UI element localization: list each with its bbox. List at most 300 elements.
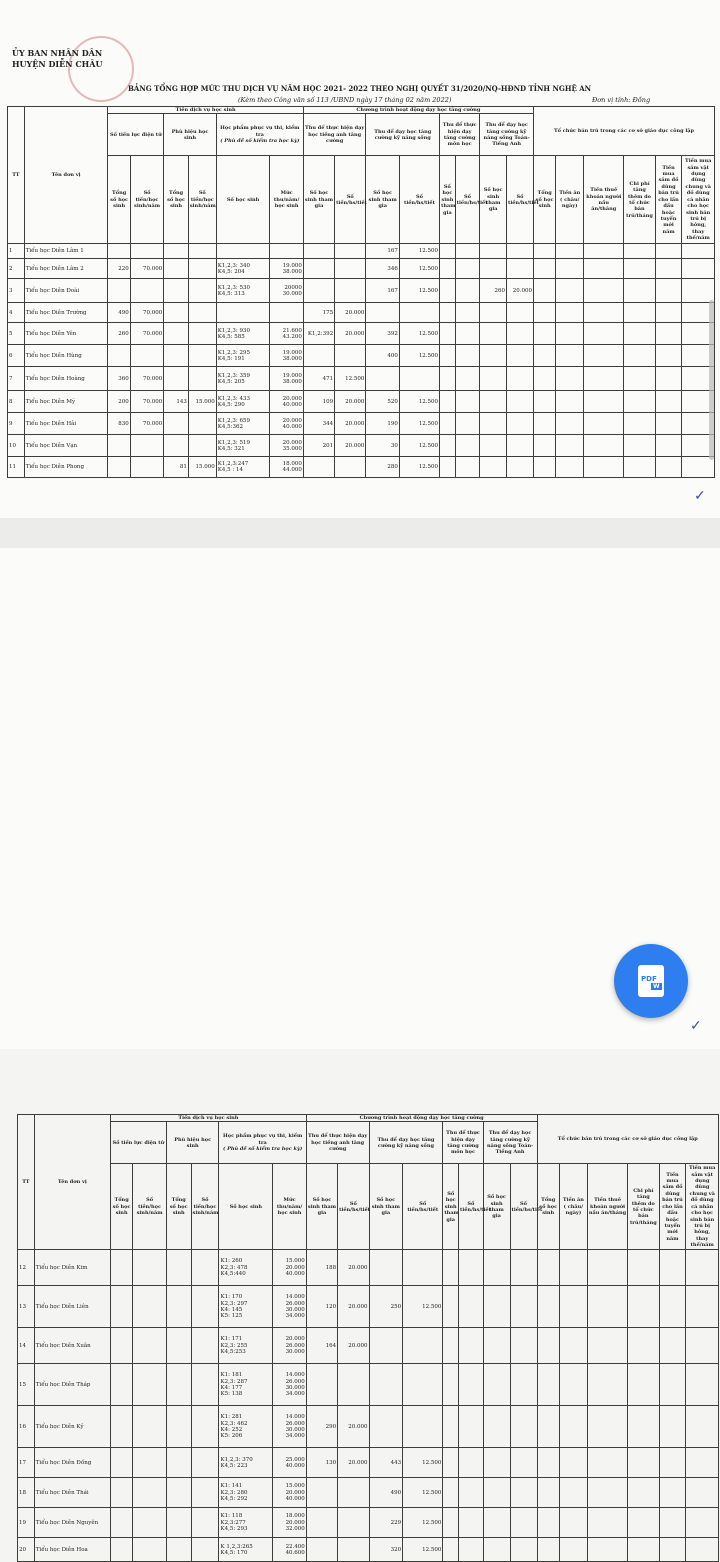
english-count xyxy=(306,1508,337,1538)
exam-levels-line: 26.000 xyxy=(285,1378,305,1385)
document-page-1 xyxy=(0,0,720,518)
empty-cell xyxy=(559,1406,587,1448)
empty-cell xyxy=(655,413,682,435)
school-name: Tiểu học Diễn Đoài xyxy=(24,279,108,303)
exam-students-line: K4,5: 170 xyxy=(220,1549,248,1556)
badge-total xyxy=(164,367,189,391)
sub-meal: Tiền ăn ( châu/ ngày) xyxy=(556,156,584,244)
exam-students-line: K4,5 : 14 xyxy=(217,467,243,474)
empty-cell xyxy=(556,457,584,478)
electronic-record-rate: 70.000 xyxy=(130,367,163,391)
empty-cell xyxy=(587,1328,627,1364)
empty-cell xyxy=(166,1328,191,1364)
exam-students-line: K 1,2,3:265 xyxy=(220,1543,253,1550)
empty-cell xyxy=(659,1250,686,1286)
school-name: Tiểu học Diễn Kim xyxy=(34,1250,110,1286)
empty-cell xyxy=(133,1406,167,1448)
exam-students-line: K2,3: 297 xyxy=(220,1300,248,1307)
empty-cell xyxy=(537,1538,559,1562)
electronic-record-total xyxy=(108,279,130,303)
empty-cell xyxy=(628,1508,659,1538)
empty-cell xyxy=(166,1286,191,1328)
empty-cell xyxy=(191,1508,219,1538)
empty-cell xyxy=(533,367,555,391)
empty-cell xyxy=(440,391,456,413)
exam-levels-line: 14.000 xyxy=(285,1294,305,1301)
agency-name: ỦY BAN NHÂN DÂN xyxy=(12,48,103,58)
empty-cell xyxy=(584,323,624,345)
badge-rate: 15.000 xyxy=(188,391,216,413)
empty-cell xyxy=(587,1250,627,1286)
pen-mark-icon: ✓ xyxy=(694,488,706,504)
fee-table-page-2 xyxy=(17,1114,719,1562)
exam-levels-line: 15.000 xyxy=(285,1258,305,1265)
exam-students-line: K1,2,3: 659 xyxy=(217,417,250,424)
sub-rate: Số tiền/học sinh/năm xyxy=(188,156,216,244)
group-student-services: Tiền dịch vụ học sinh xyxy=(110,1115,306,1122)
exam-students xyxy=(216,391,270,413)
badge-total xyxy=(164,323,189,345)
sub-count: Số học sinh tham gia xyxy=(480,156,507,244)
table-row xyxy=(18,1448,719,1478)
empty-cell xyxy=(166,1406,191,1448)
exam-levels xyxy=(273,1286,307,1328)
life-skills-fee xyxy=(403,1406,443,1448)
english-count xyxy=(303,345,334,367)
group-boarding: Tổ chức bán trú trong các cơ sở giáo dục công lập xyxy=(533,107,714,156)
col-name: Tên đơn vị xyxy=(34,1115,110,1250)
empty-cell xyxy=(537,1250,559,1286)
exam-students-line: K1: 118 xyxy=(220,1513,243,1520)
scrollbar[interactable] xyxy=(709,300,714,460)
math-english-count xyxy=(480,303,507,323)
empty-cell xyxy=(533,244,555,259)
sub-equipment: Tiền mua sắm đồ dùng bán trú cho lần đầu hoặc tuyển mới năm xyxy=(659,1164,686,1250)
empty-cell xyxy=(559,1328,587,1364)
exam-levels-line: 18.000 xyxy=(285,1513,305,1520)
english-count: 471 xyxy=(303,367,334,391)
word-label: W xyxy=(653,983,660,990)
empty-cell xyxy=(655,244,682,259)
exam-students-line: K1: 170 xyxy=(220,1294,243,1301)
empty-cell xyxy=(659,1478,686,1508)
empty-cell xyxy=(686,1286,719,1328)
empty-cell xyxy=(559,1250,587,1286)
sub-count: Số học sinh tham gia xyxy=(366,156,399,244)
badge-total xyxy=(164,413,189,435)
empty-cell xyxy=(166,1364,191,1406)
english-fee: 20.000 xyxy=(335,323,366,345)
empty-cell xyxy=(443,1286,459,1328)
english-count xyxy=(306,1478,337,1508)
exam-levels-line: 26.000 xyxy=(285,1342,305,1349)
exam-students xyxy=(216,367,270,391)
empty-cell xyxy=(628,1406,659,1448)
english-count: 290 xyxy=(306,1406,337,1448)
empty-cell xyxy=(510,1538,537,1562)
empty-cell xyxy=(166,1478,191,1508)
col-tt: TT xyxy=(18,1115,35,1250)
school-name: Tiểu học Diễn Kỷ xyxy=(34,1406,110,1448)
english-fee: 20.000 xyxy=(335,391,366,413)
exam-students-line: K2,3:277 xyxy=(220,1519,246,1526)
empty-cell xyxy=(584,435,624,457)
empty-cell xyxy=(443,1508,459,1538)
english-count xyxy=(303,457,334,478)
exam-levels-line: 18.000 xyxy=(282,461,302,467)
empty-cell xyxy=(584,413,624,435)
exam-levels xyxy=(273,1538,307,1562)
empty-cell xyxy=(459,1448,484,1478)
pdf-to-word-button[interactable] xyxy=(614,944,688,1018)
exam-students xyxy=(216,279,270,303)
empty-cell xyxy=(584,259,624,279)
empty-cell xyxy=(537,1328,559,1364)
table-row xyxy=(8,259,715,279)
sub-replacement: Tiền mua sắm vật dụng dùng chung và đồ dùng cá nhân cho học sinh bán trú bị hỏng, thay thế/năm xyxy=(686,1164,719,1250)
empty-cell xyxy=(110,1448,132,1478)
exam-levels-line: 40.000 xyxy=(285,1271,305,1278)
electronic-record-total: 830 xyxy=(108,413,130,435)
empty-cell xyxy=(191,1364,219,1406)
empty-cell xyxy=(655,435,682,457)
empty-cell xyxy=(191,1286,219,1328)
english-fee xyxy=(335,244,366,259)
row-number: 15 xyxy=(18,1364,35,1406)
empty-cell xyxy=(587,1406,627,1448)
badge-rate xyxy=(188,279,216,303)
life-skills-count: 320 xyxy=(369,1538,403,1562)
empty-cell xyxy=(133,1538,167,1562)
exam-students-line: K5: 206 xyxy=(220,1433,243,1440)
exam-students-line: K4,5: 191 xyxy=(217,355,245,362)
col-life-skills: Thu để dạy học tăng cường kỹ năng sống xyxy=(369,1122,443,1164)
page-separator xyxy=(0,518,720,548)
col-tt: TT xyxy=(8,107,25,244)
life-skills-count: 250 xyxy=(369,1286,403,1328)
electronic-record-rate xyxy=(130,435,163,457)
exam-levels-line: 34.000 xyxy=(285,1433,305,1440)
empty-cell xyxy=(682,244,715,259)
english-fee: 20.000 xyxy=(335,435,366,457)
life-skills-fee xyxy=(399,303,439,323)
empty-cell xyxy=(533,303,555,323)
sub-total-students: Tổng số học sinh xyxy=(108,156,130,244)
sub-rate: Số tiền/học sinh/năm xyxy=(191,1164,219,1250)
math-english-count xyxy=(480,244,507,259)
exam-levels xyxy=(273,1448,307,1478)
english-count xyxy=(303,259,334,279)
school-name: Tiểu học Diễn Phong xyxy=(24,457,108,478)
exam-students xyxy=(216,457,270,478)
exam-levels-line: 38.000 xyxy=(282,268,302,275)
col-english: Thu để thực hiện dạy học tiếng anh tăng cường xyxy=(303,114,366,156)
empty-cell xyxy=(587,1478,627,1508)
table-row xyxy=(18,1406,719,1448)
english-fee: 12.500 xyxy=(335,367,366,391)
math-english-count xyxy=(480,457,507,478)
exam-levels-line: 30.000 xyxy=(282,290,302,297)
math-english-fee xyxy=(507,244,534,259)
exam-students-line: K4,5: 204 xyxy=(217,268,245,275)
col-student-badge: Phù hiệu học sinh xyxy=(166,1122,219,1164)
row-number: 14 xyxy=(18,1328,35,1364)
exam-students-line: K4,5: 290 xyxy=(217,401,245,408)
row-number: 6 xyxy=(8,345,25,367)
empty-cell xyxy=(455,345,480,367)
exam-students-line: K1: 260 xyxy=(220,1258,243,1265)
exam-students xyxy=(219,1538,273,1562)
exam-students-line: K2,3: 478 xyxy=(220,1264,248,1271)
sub-boarding-total: Tổng số học sinh xyxy=(533,156,555,244)
empty-cell xyxy=(110,1364,132,1406)
electronic-record-rate: 70.000 xyxy=(130,323,163,345)
empty-cell xyxy=(584,391,624,413)
empty-cell xyxy=(440,279,456,303)
school-name: Tiểu học Diễn Xuân xyxy=(34,1328,110,1364)
exam-students-line: K2,3: 462 xyxy=(220,1420,248,1427)
empty-cell xyxy=(659,1508,686,1538)
col-exam-materials xyxy=(216,114,303,156)
col-student-badge: Phù hiệu học sinh xyxy=(164,114,216,156)
sub-total-students: Tổng số học sinh xyxy=(110,1164,132,1250)
math-english-fee xyxy=(507,303,534,323)
empty-cell xyxy=(628,1250,659,1286)
empty-cell xyxy=(682,457,715,478)
exam-students xyxy=(219,1250,273,1286)
exam-levels-line: 19.000 xyxy=(282,262,302,269)
empty-cell xyxy=(440,457,456,478)
document-page-2 xyxy=(0,548,720,1556)
exam-students xyxy=(216,259,270,279)
badge-total xyxy=(164,279,189,303)
badge-rate xyxy=(188,259,216,279)
empty-cell xyxy=(682,259,715,279)
empty-cell xyxy=(133,1250,167,1286)
school-name: Tiểu học Diễn Trường xyxy=(24,303,108,323)
math-english-fee xyxy=(507,259,534,279)
sub-total-students: Tổng số học sinh xyxy=(166,1164,191,1250)
english-count: 201 xyxy=(303,435,334,457)
exam-levels-line: 40.000 xyxy=(282,423,302,430)
exam-students xyxy=(216,244,270,259)
empty-cell xyxy=(443,1328,459,1364)
empty-cell xyxy=(133,1364,167,1406)
empty-cell xyxy=(686,1364,719,1406)
badge-rate: 15.000 xyxy=(188,457,216,478)
life-skills-count: 30 xyxy=(366,435,399,457)
exam-levels-line: 21.600 xyxy=(282,327,302,334)
empty-cell xyxy=(559,1286,587,1328)
badge-total xyxy=(164,259,189,279)
sub-replacement: Tiền mua sắm vật dụng dùng chung và đồ dùng cá nhân cho học sinh bán trú bị hỏng, thay thế/năm xyxy=(682,156,715,244)
exam-levels-line: 20.000 xyxy=(285,1264,305,1271)
empty-cell xyxy=(533,345,555,367)
life-skills-fee: 12.500 xyxy=(399,323,439,345)
empty-cell xyxy=(584,367,624,391)
col-math-english: Thu để dạy học tăng cường kỹ năng sống Toán- Tiếng Anh xyxy=(480,114,534,156)
exam-materials-note: ( Phù đề số kiểm tra học kỳ) xyxy=(220,138,300,145)
empty-cell xyxy=(556,303,584,323)
exam-levels-line: 15.000 xyxy=(285,1483,305,1490)
exam-materials-label: Học phẩm phục vụ thi, kiểm tra xyxy=(220,125,300,138)
life-skills-count: 392 xyxy=(366,323,399,345)
empty-cell xyxy=(655,323,682,345)
exam-levels-line: 40.600 xyxy=(285,1549,305,1556)
empty-cell xyxy=(110,1478,132,1508)
col-electronic-record: Số tiền lực điện tử xyxy=(110,1122,166,1164)
life-skills-fee: 12.500 xyxy=(399,457,439,478)
empty-cell xyxy=(166,1538,191,1562)
math-english-count xyxy=(480,259,507,279)
exam-levels-line: 40.000 xyxy=(285,1496,305,1503)
table-row xyxy=(18,1538,719,1562)
exam-students xyxy=(219,1448,273,1478)
school-name: Tiểu học Diễn Hoa xyxy=(34,1538,110,1562)
electronic-record-total: 220 xyxy=(108,259,130,279)
badge-total xyxy=(164,345,189,367)
empty-cell xyxy=(510,1328,537,1364)
badge-rate xyxy=(188,244,216,259)
electronic-record-total xyxy=(108,457,130,478)
badge-rate xyxy=(188,413,216,435)
empty-cell xyxy=(483,1538,510,1562)
col-subject: Thu để thực hiện dạy tăng cường môn học xyxy=(440,114,480,156)
exam-students-line: K5: 138 xyxy=(220,1391,243,1398)
exam-levels xyxy=(270,279,304,303)
row-number: 11 xyxy=(8,457,25,478)
table-row xyxy=(8,435,715,457)
life-skills-count: 490 xyxy=(369,1478,403,1508)
school-name: Tiểu học Diễn Nguyên xyxy=(34,1508,110,1538)
life-skills-count xyxy=(369,1364,403,1406)
empty-cell xyxy=(624,345,655,367)
table-row xyxy=(8,279,715,303)
exam-students-line: K2,3: 287 xyxy=(220,1378,248,1385)
empty-cell xyxy=(628,1538,659,1562)
row-number: 18 xyxy=(18,1478,35,1508)
exam-students-line: K4: 177 xyxy=(220,1384,243,1391)
empty-cell xyxy=(587,1538,627,1562)
empty-cell xyxy=(166,1508,191,1538)
empty-cell xyxy=(655,279,682,303)
sub-students: Số học sinh xyxy=(216,156,270,244)
exam-levels-line: 20000 xyxy=(284,284,302,291)
sub-fee: Số tiền/hs/tiết xyxy=(455,156,480,244)
empty-cell xyxy=(624,391,655,413)
exam-students-line: K2,3: 255 xyxy=(220,1342,248,1349)
math-english-count xyxy=(480,345,507,367)
exam-students xyxy=(216,323,270,345)
empty-cell xyxy=(624,323,655,345)
empty-cell xyxy=(459,1538,484,1562)
exam-students-line: K2,3: 280 xyxy=(220,1489,248,1496)
electronic-record-rate: 70.000 xyxy=(130,259,163,279)
empty-cell xyxy=(556,279,584,303)
empty-cell xyxy=(459,1328,484,1364)
exam-levels xyxy=(270,435,304,457)
exam-students-line: K4,5: 321 xyxy=(217,445,245,452)
math-english-count: 260 xyxy=(480,279,507,303)
empty-cell xyxy=(587,1448,627,1478)
col-electronic-record: Số tiền lực điện tử xyxy=(108,114,164,156)
empty-cell xyxy=(459,1286,484,1328)
document-title: BẢNG TỔNG HỢP MỨC THU DỊCH VỤ NĂM HỌC 2021- 2022 THEO NGHỊ QUYẾT 31/2020/NQ-HĐND TỈNH NGHỆ AN xyxy=(128,84,592,93)
col-subject: Thu để thực hiện dạy tăng cường môn học xyxy=(443,1122,483,1164)
row-number: 8 xyxy=(8,391,25,413)
table-row xyxy=(18,1286,719,1328)
life-skills-fee: 12.500 xyxy=(399,435,439,457)
exam-students-line: K4,5:253 xyxy=(220,1349,246,1356)
empty-cell xyxy=(686,1250,719,1286)
english-count: 188 xyxy=(306,1250,337,1286)
exam-students xyxy=(216,413,270,435)
exam-materials-label: Học phẩm phục vụ thi, kiểm tra xyxy=(223,1133,303,1146)
empty-cell xyxy=(440,323,456,345)
electronic-record-total: 260 xyxy=(108,323,130,345)
badge-total xyxy=(164,244,189,259)
empty-cell xyxy=(624,435,655,457)
empty-cell xyxy=(110,1538,132,1562)
exam-levels-line: 26.000 xyxy=(285,1420,305,1427)
exam-levels-line: 20.000 xyxy=(282,417,302,424)
english-count: 175 xyxy=(303,303,334,323)
math-english-count xyxy=(480,435,507,457)
empty-cell xyxy=(559,1538,587,1562)
life-skills-fee xyxy=(399,367,439,391)
exam-students-line: K5: 125 xyxy=(220,1313,243,1320)
empty-cell xyxy=(483,1328,510,1364)
badge-rate xyxy=(188,367,216,391)
empty-cell xyxy=(584,345,624,367)
empty-cell xyxy=(659,1448,686,1478)
empty-cell xyxy=(587,1286,627,1328)
exam-levels-line: 20.000 xyxy=(285,1519,305,1526)
exam-levels-line: 25.000 xyxy=(285,1456,305,1463)
english-count xyxy=(303,279,334,303)
exam-levels xyxy=(270,457,304,478)
empty-cell xyxy=(483,1448,510,1478)
empty-cell xyxy=(440,244,456,259)
exam-levels xyxy=(273,1478,307,1508)
empty-cell xyxy=(587,1364,627,1406)
empty-cell xyxy=(483,1286,510,1328)
badge-rate xyxy=(188,345,216,367)
sub-fee: Số tiền/hs/tiết xyxy=(459,1164,484,1250)
life-skills-count: 229 xyxy=(369,1508,403,1538)
empty-cell xyxy=(659,1538,686,1562)
english-fee xyxy=(335,279,366,303)
english-fee xyxy=(338,1364,369,1406)
english-fee xyxy=(335,259,366,279)
exam-students xyxy=(219,1328,273,1364)
table-row xyxy=(18,1328,719,1364)
empty-cell xyxy=(537,1364,559,1406)
life-skills-fee: 12.500 xyxy=(403,1478,443,1508)
empty-cell xyxy=(556,323,584,345)
math-english-fee: 20.000 xyxy=(507,279,534,303)
english-fee: 20.000 xyxy=(338,1286,369,1328)
sub-count: Số học sinh tham gia xyxy=(440,156,456,244)
table-row xyxy=(8,303,715,323)
badge-total xyxy=(164,303,189,323)
exam-levels-line: 20.000 xyxy=(282,439,302,446)
school-name: Tiểu học Diễn Liên xyxy=(34,1286,110,1328)
sub-boarding-total: Tổng số học sinh xyxy=(537,1164,559,1250)
exam-students xyxy=(216,345,270,367)
sub-level: Mức thu/năm/ học sinh xyxy=(273,1164,307,1250)
sub-fee: Số tiền/hs/tiết xyxy=(399,156,439,244)
